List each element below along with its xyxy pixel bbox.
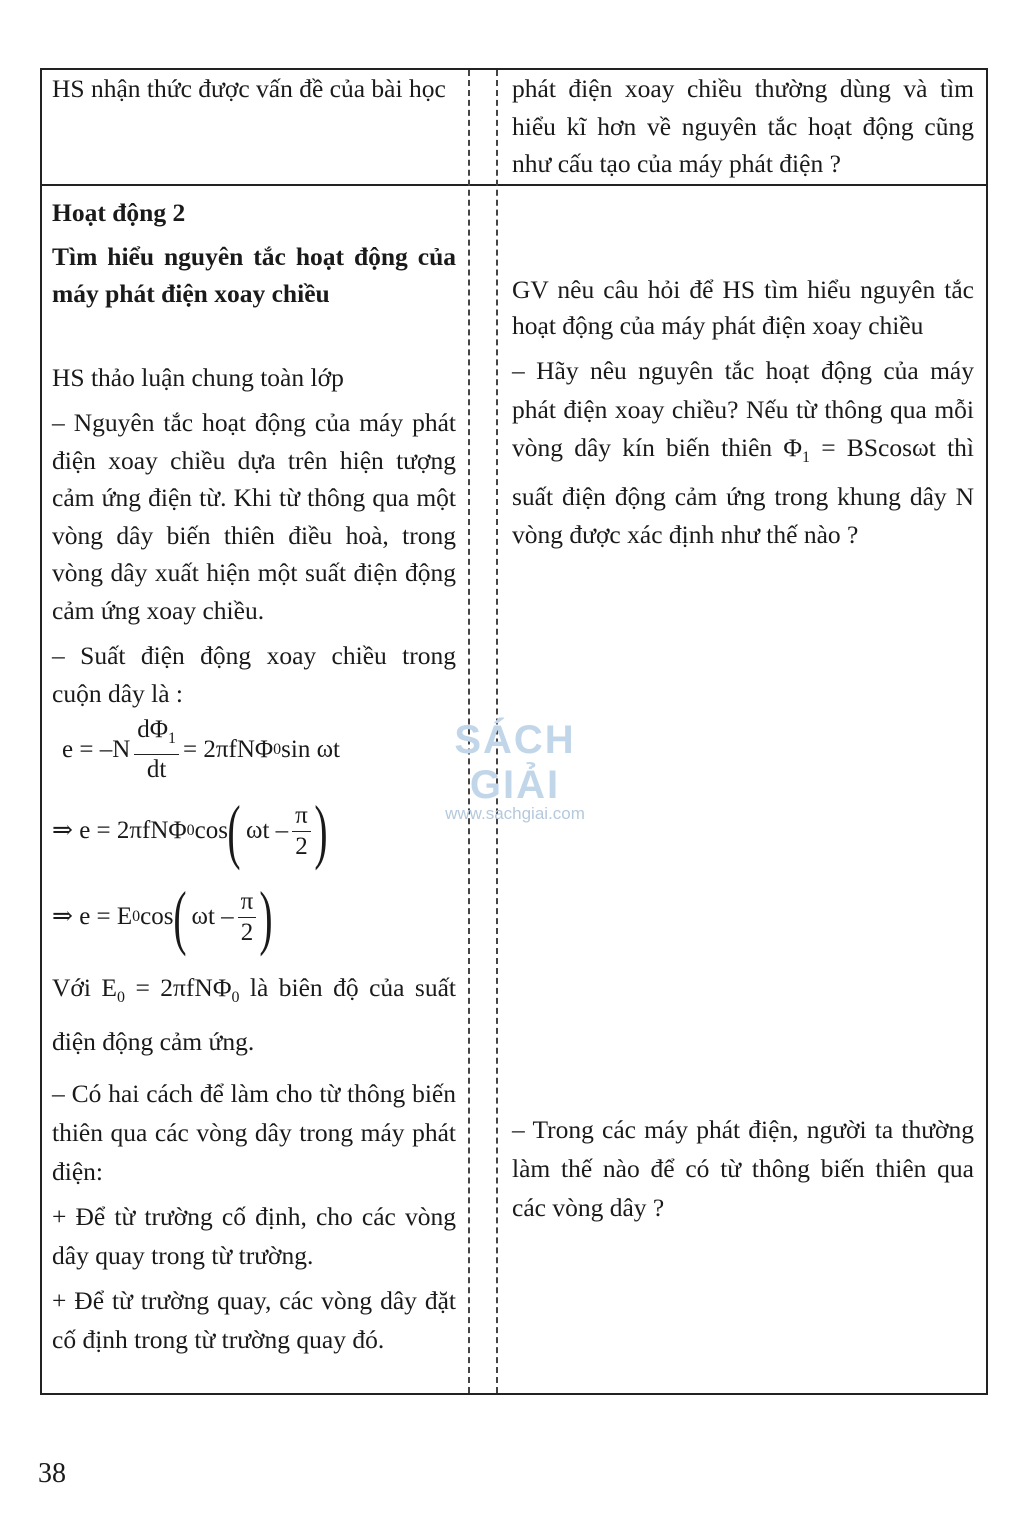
row1-right-cell [512,70,974,183]
row2-right-cell-lower [512,1110,974,1227]
formula-emf-amplitude: ⇒ e = E 0 cos ( ωt – $\frac{\pi}{2}$ ) [52,877,273,957]
principle-paragraph: – Nguyên tắc hoạt động của máy phát điện xoay chiều dựa trên hiện tượng cảm ứng điện từ. Khi từ thông qua một vòng dây biến thiên điều hoà, trong vòng dây xuất hiện một suất điện động cảm ứng xoay chiều. [52,408,456,625]
table-bottom-border [40,1393,988,1395]
watermark-url: www.sachgiai.com [445,804,585,823]
table-left-border [40,68,42,1395]
amplitude-note: Với $E_0 = 2\pi fN\Phi_0$ là biên độ của suất điện động cảm ứng. [52,973,456,1057]
row-divider [40,184,988,186]
emf-intro: – Suất điện động xoay chiều trong cuộn dây là : [52,641,456,708]
page-number: 38 [38,1458,66,1489]
row1-left-cell [52,70,456,108]
teacher-question-methods: – Trong các máy phát điện, người ta thường làm thế nào để có từ thông biến thiên qua các vòng dây ? [512,1115,974,1222]
discussion-note: HS thảo luận chung toàn lớp [52,362,344,392]
table-right-border [986,68,988,1395]
teacher-question-principle: – Hãy nêu nguyên tắc hoạt động của máy phát điện xoay chiều? Nếu từ thông qua mỗi vòng dây kín biến thiên $\Phi_1 = BScos\omega t$ thì suất điện động cảm ứng trong khung dây N vòng được xác định như thế nào ? [512,356,974,550]
fraction-pi-over-2: $\frac{\pi}{2}$ [292,801,311,862]
teacher-question-intro: GV nêu câu hỏi để HS tìm hiểu nguyên tắc hoạt động của máy phát điện xoay chiều [512,275,974,340]
watermark-logo-text: SÁCH GIẢI [454,718,576,807]
fraction-pi-over-2: $\frac{\pi}{2}$ [238,887,257,948]
two-methods-paragraph: – Có hai cách để làm cho từ thông biến thiên qua các vòng dây trong máy phát điện: [52,1079,456,1187]
row2-right-cell [512,272,974,555]
formula-emf-cos: ⇒ e = 2πfNΦ 0 cos ( ωt – $\frac{\pi}{2}$ ) [52,791,328,871]
method-rotating-field: + Để từ trường quay, các vòng dây đặt cố định trong từ trường quay đó. [52,1286,456,1355]
row1-right-text: phát điện xoay chiều thường dùng và tìm hiểu kĩ hơn về nguyên tắc hoạt động cũng như cấu tạo của máy phát điện ? [512,74,974,178]
row1-left-text: HS nhận thức được vấn đề của bài học [52,74,446,103]
activity-subheading: Tìm hiểu nguyên tắc hoạt động của máy phát điện xoay chiều [52,241,456,308]
watermark [410,718,620,824]
row2-left-cell [52,194,456,1359]
fraction-dphi-dt: $\frac{d\Phi_1}{dt}$ [134,715,179,785]
method-fixed-field: + Để từ trường cố định, cho các vòng dây quay trong từ trường. [52,1202,456,1271]
activity-heading: Hoạt động 2 [52,198,186,227]
formula-emf-derivative: e = –N $\frac{d\Phi_1}{dt}$ = 2πfNΦ 0 sin ωt [62,716,340,783]
